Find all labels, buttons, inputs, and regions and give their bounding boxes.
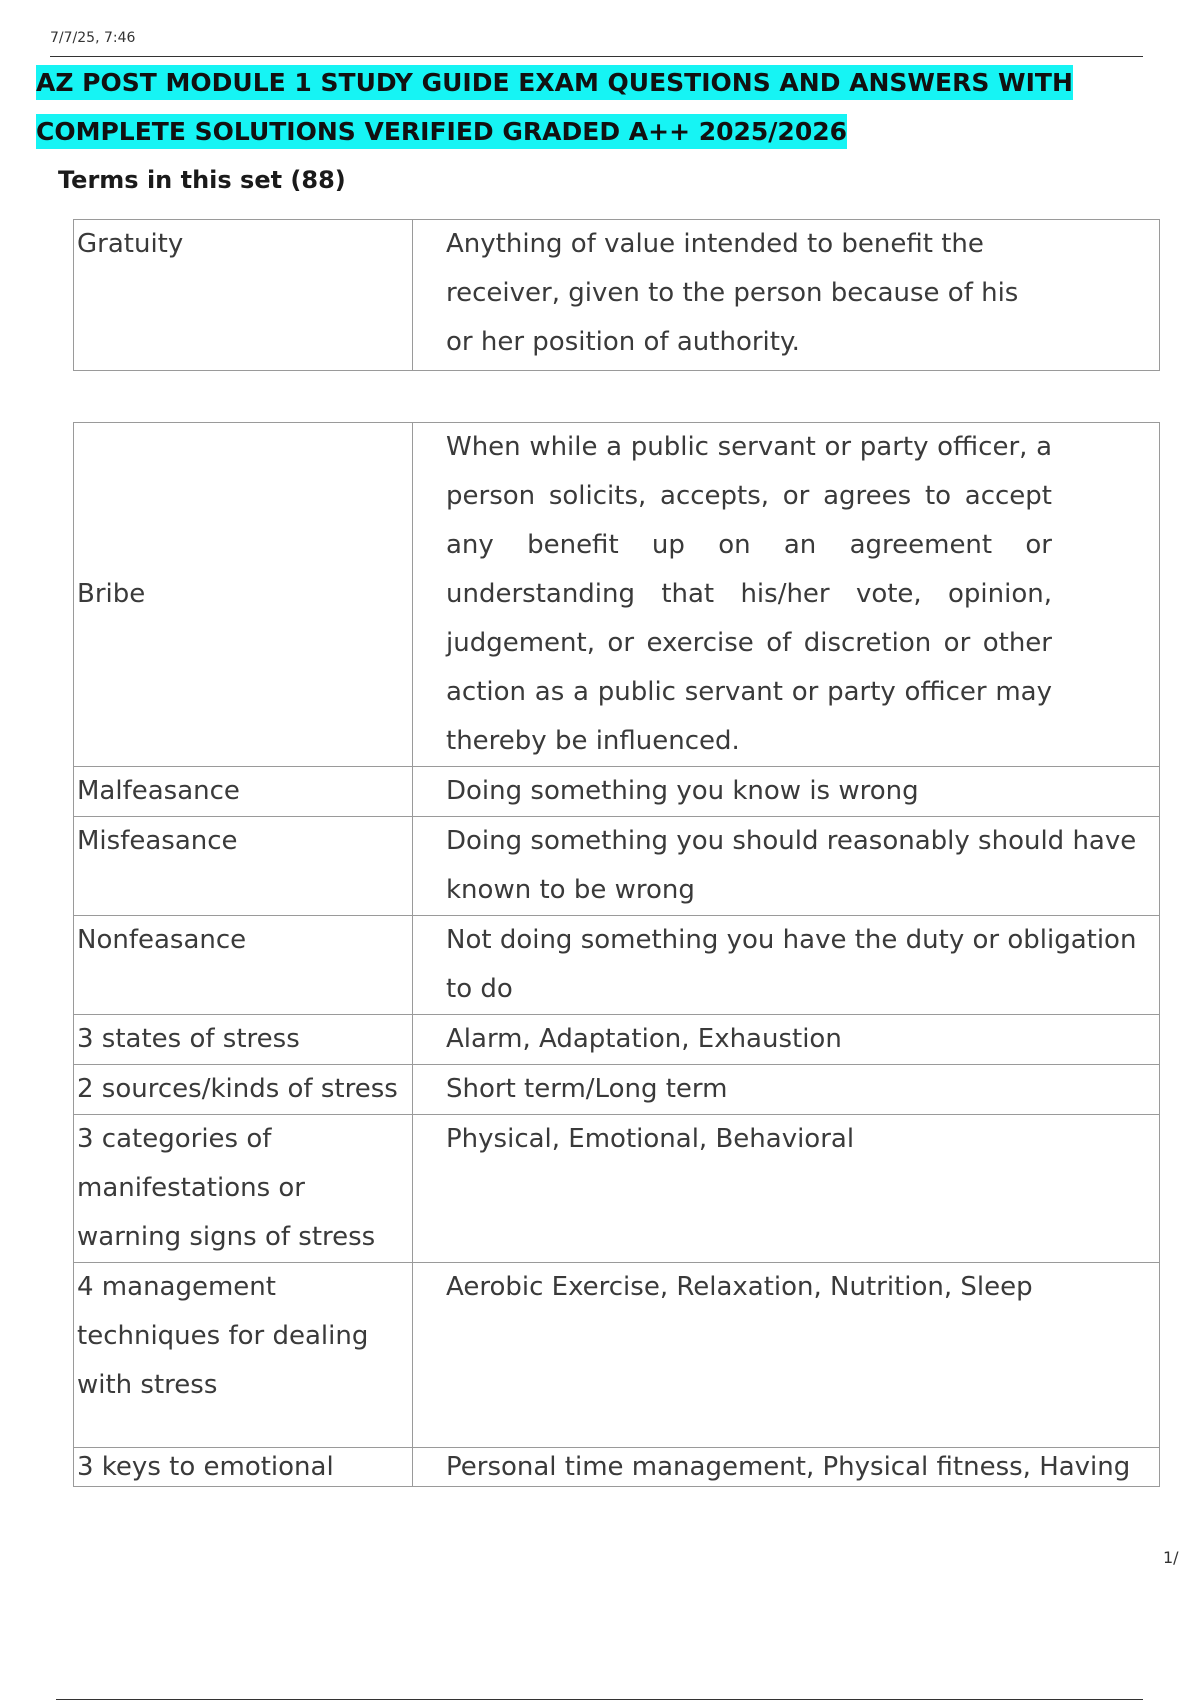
table-row bbox=[74, 1263, 1160, 1448]
definition-cell: Doing something you know is wrong bbox=[413, 767, 1160, 817]
table-row bbox=[74, 1065, 1160, 1115]
definition-cell: Personal time management, Physical fitness, Having bbox=[413, 1448, 1160, 1487]
document-title-text: AZ POST MODULE 1 STUDY GUIDE EXAM QUESTIONS AND ANSWERS WITH COMPLETE SOLUTIONS VERIFIED GRADED A++ 2025/2026 bbox=[36, 65, 1073, 149]
definition-cell: Short term/Long term bbox=[413, 1065, 1160, 1115]
definition-cell: Not doing something you have the duty or obligation to do bbox=[413, 916, 1160, 1015]
table-row bbox=[74, 423, 1160, 767]
definition-cell: Physical, Emotional, Behavioral bbox=[413, 1115, 1160, 1263]
top-divider bbox=[50, 56, 1143, 57]
terms-table-first bbox=[73, 219, 1160, 371]
term-cell: 3 categories of manifestations or warning signs of stress bbox=[74, 1115, 413, 1263]
print-timestamp: 7/7/25, 7:46 bbox=[50, 30, 136, 46]
term-cell: 3 keys to emotional bbox=[74, 1448, 413, 1487]
term-cell: Gratuity bbox=[74, 220, 413, 371]
term-cell: Malfeasance bbox=[74, 767, 413, 817]
definition-cell: Aerobic Exercise, Relaxation, Nutrition, Sleep bbox=[413, 1263, 1160, 1448]
term-cell: 4 management techniques for dealing with stress bbox=[74, 1263, 413, 1448]
term-cell: 3 states of stress bbox=[74, 1015, 413, 1065]
term-cell: Nonfeasance bbox=[74, 916, 413, 1015]
term-cell: Misfeasance bbox=[74, 817, 413, 916]
set-heading: Terms in this set (88) bbox=[58, 166, 346, 194]
term-cell: 2 sources/kinds of stress bbox=[74, 1065, 413, 1115]
document-title bbox=[36, 58, 1186, 156]
table-row bbox=[74, 1015, 1160, 1065]
terms-table-main bbox=[73, 422, 1160, 1487]
definition-cell: When while a public servant or party officer, a person solicits, accepts, or agrees to accept any benefit up on an agreement or understanding that his/her vote, opinion, judgement, or exercise of discretion or other action as a public servant or party officer may thereby be influenced. bbox=[413, 423, 1160, 767]
term-cell: Bribe bbox=[74, 423, 413, 767]
table-row bbox=[74, 916, 1160, 1015]
table-row bbox=[74, 1115, 1160, 1263]
page-number: 1/ bbox=[1163, 1548, 1179, 1567]
table-row bbox=[74, 767, 1160, 817]
table-row bbox=[74, 220, 1160, 371]
table-row bbox=[74, 817, 1160, 916]
table-row bbox=[74, 1448, 1160, 1487]
definition-cell: Alarm, Adaptation, Exhaustion bbox=[413, 1015, 1160, 1065]
definition-cell: Anything of value intended to benefit the receiver, given to the person because of his or her position of authority. bbox=[413, 220, 1160, 371]
definition-cell: Doing something you should reasonably should have known to be wrong bbox=[413, 817, 1160, 916]
